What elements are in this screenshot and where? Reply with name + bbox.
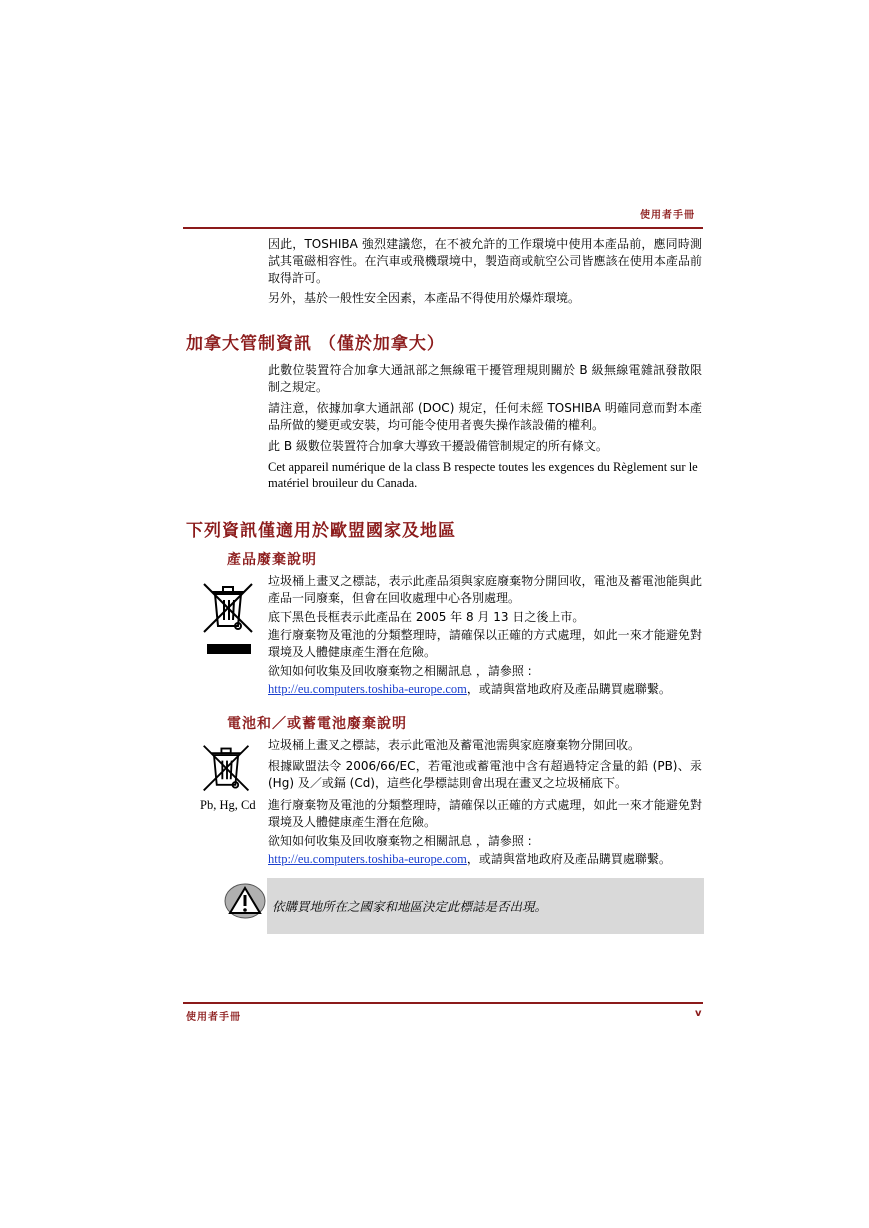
- toshiba-europe-link[interactable]: http://eu.computers.toshiba-europe.com: [268, 852, 467, 866]
- crossed-bin-icon: [200, 742, 254, 796]
- product-paragraph-3: 進行廢棄物及電池的分類整理時，請確保以正確的方式處理，如此一來才能避免對環境及人體健康產生潛在危險。: [268, 628, 702, 659]
- canada-heading: 加拿大管制資訊 （僅於加拿大）: [186, 334, 445, 354]
- canada-paragraph-french: Cet appareil numérique de la class B respecte toutes les exgences du Règlement sur le matériel brouileur du Canada.: [268, 460, 698, 490]
- toshiba-europe-link[interactable]: http://eu.computers.toshiba-europe.com: [268, 682, 467, 696]
- note-text: 依購買地所在之國家和地區決定此標誌是否出現。: [272, 899, 548, 914]
- canada-paragraph-2: 請注意，依據加拿大通訊部 (DOC) 規定，任何未經 TOSHIBA 明確同意而對本產品所做的變更或安裝，均可能令使用者喪失操作該設備的權利。: [268, 401, 702, 432]
- intro-paragraph-1: 因此，TOSHIBA 強烈建議您，在不被允許的工作環境中使用本產品前，應同時測試其電磁相容性。在汽車或飛機環境中，製造商或航空公司皆應該在使用本產品前取得許可。: [268, 237, 702, 285]
- header-rule: [183, 227, 703, 229]
- page-number: v: [695, 1008, 703, 1019]
- product-link-line: [268, 681, 708, 698]
- crossed-bin-icon: [200, 580, 258, 656]
- battery-paragraph-2: 根據歐盟法令 2006/66/EC，若電池或蓄電池中含有超過特定含量的鉛 (PB)、汞 (Hg) 及／或鎘 (Cd)，這些化學標誌則會出現在畫叉之垃圾桶底下。: [268, 759, 702, 790]
- product-paragraph-1: 垃圾桶上畫叉之標誌，表示此產品須與家庭廢棄物分開回收，電池及蓄電池能與此產品一同廢棄，但會在回收處理中心各別處理。: [268, 574, 702, 605]
- canada-paragraph-3: 此 B 級數位裝置符合加拿大導致干擾設備管制規定的所有條文。: [268, 439, 608, 453]
- canada-paragraph-1: 此數位裝置符合加拿大通訊部之無線電干擾管理規則關於 B 級無線電雜訊發散限制之規定。: [268, 363, 702, 394]
- battery-paragraph-4: 欲知如何收集及回收廢棄物之相關訊息 ，請參照 :: [268, 834, 532, 848]
- chemical-symbols-label: Pb, Hg, Cd: [200, 798, 256, 812]
- header-title: 使用者手冊: [640, 210, 695, 221]
- product-disposal-heading: 產品廢棄說明: [227, 552, 317, 568]
- warning-icon: [224, 882, 266, 920]
- footer-title: 使用者手冊: [186, 1012, 241, 1023]
- product-paragraph-4: 欲知如何收集及回收廢棄物之相關訊息 ，請參照 :: [268, 664, 532, 678]
- product-paragraph-2: 底下黑色長框表示此產品在 2005 年 8 月 13 日之後上市。: [268, 610, 585, 624]
- battery-link-suffix: ，或請與當地政府及產品購買處聯繫。: [466, 852, 671, 866]
- battery-disposal-heading: 電池和／或蓄電池廢棄說明: [227, 716, 407, 732]
- battery-paragraph-1: 垃圾桶上畫叉之標誌，表示此電池及蓄電池需與家庭廢棄物分開回收。: [268, 738, 641, 752]
- eu-heading: 下列資訊僅適用於歐盟國家及地區: [186, 521, 456, 541]
- product-link-suffix: ，或請與當地政府及產品購買處聯繫。: [466, 682, 671, 696]
- intro-paragraph-2: 另外，基於一般性安全因素，本產品不得使用於爆炸環境。: [268, 291, 581, 305]
- battery-link-line: [268, 851, 708, 868]
- footer-rule: [183, 1002, 703, 1004]
- battery-paragraph-3: 進行廢棄物及電池的分類整理時，請確保以正確的方式處理，如此一來才能避免對環境及人體健康產生潛在危險。: [268, 798, 702, 829]
